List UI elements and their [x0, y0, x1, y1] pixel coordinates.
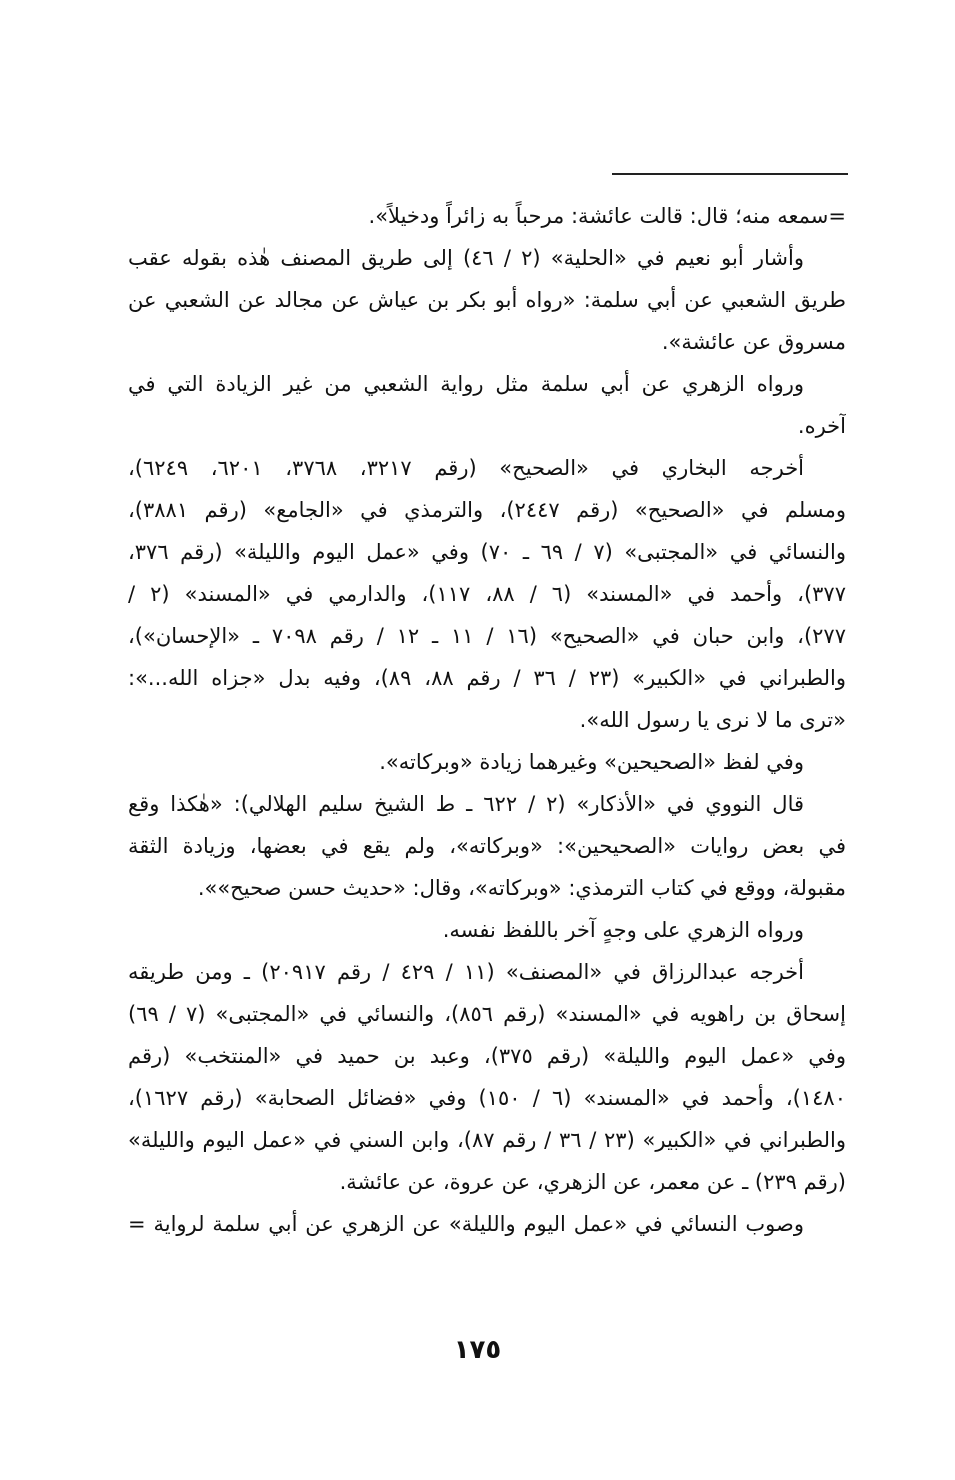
text-line: إسحاق بن راهويه في «المسند» (رقم ٨٥٦)، والنسائي في «المجتبى» (٧ / ٦٩) — [128, 1002, 846, 1026]
text-line: وفي «عمل اليوم والليلة» (رقم ٣٧٥)، وعبد بن حميد في «المنتخب» (رقم — [128, 1044, 846, 1068]
text-line: وأشار أبو نعيم في «الحلية» (٢ / ٤٦) إلى طريق المصنف هٰذه بقوله عقب — [128, 246, 804, 270]
text-line: (رقم ٢٣٩) ـ عن معمر، عن الزهري، عن عروة، عن عائشة. — [339, 1170, 846, 1194]
text-line: أخرجه عبدالرزاق في «المصنف» (١١ / ٤٢٩ / رقم ٢٠٩١٧) ـ ومن طريقه — [128, 960, 804, 984]
text-line: ورواه الزهري عن أبي سلمة مثل رواية الشعبي من غير الزيادة التي في — [128, 372, 804, 396]
footnote-separator — [612, 173, 848, 175]
text-line: طريق الشعبي عن أبي سلمة: «رواه أبو بكر بن عياش عن مجالد عن الشعبي عن — [128, 288, 846, 312]
text-line: ٢٧٧)، وابن حبان في «الصحيح» (١٦ / ١١ ـ ١٢ / رقم ٧٠٩٨ ـ «الإحسان»)، — [128, 624, 846, 648]
page-number: ١٧٥ — [453, 1335, 502, 1365]
text-line: ورواه الزهري على وجهٍ آخر باللفظ نفسه. — [442, 918, 804, 942]
text-line: والطبراني في «الكبير» (٢٣ / ٣٦ / رقم ٨٨، ٨٩)، وفيه بدل «جزاه الله...»: — [128, 666, 846, 690]
text-line: مسروق عن عائشة». — [661, 330, 846, 354]
text-line: وفي لفظ «الصحيحين» وغيرهما زيادة «وبركاته». — [379, 750, 804, 774]
text-line: ١٤٨٠)، وأحمد في «المسند» (٦ / ١٥٠) وفي «فضائل الصحابة» (رقم ١٦٢٧)، — [128, 1086, 846, 1110]
text-line: ومسلم في «الصحيح» (رقم ٢٤٤٧)، والترمذي في «الجامع» (رقم ٣٨٨١)، — [128, 498, 846, 522]
text-line: والطبراني في «الكبير» (٢٣ / ٣٦ / رقم ٨٧)، وابن السني في «عمل اليوم والليلة» — [128, 1128, 846, 1152]
text-line: أخرجه البخاري في «الصحيح» (رقم ٣٢١٧، ٣٧٦٨، ٦٢٠١، ٦٢٤٩)، — [128, 456, 805, 480]
footnote-text — [128, 195, 846, 1245]
text-line: آخره. — [797, 414, 846, 438]
text-line: قال النووي في «الأذكار» (٢ / ٦٢٢ ـ ط الشيخ سليم الهلالي): «هٰكذا وقع — [128, 792, 805, 816]
text-line: =سمعه منه؛ قال: قالت عائشة: مرحباً به زائراً ودخيلاً». — [368, 204, 846, 228]
text-line: والنسائي في «المجتبى» (٧ / ٦٩ ـ ٧٠) وفي «عمل اليوم والليلة» (رقم ٣٧٦، — [128, 540, 846, 564]
text-line: ٣٧٧)، وأحمد في «المسند» (٦ / ٨٨، ١١٧)، والدارمي في «المسند» (٢ / — [128, 582, 846, 606]
text-line: وصوب النسائي في «عمل اليوم والليلة» عن الزهري عن أبي سلمة لرواية = — [128, 1212, 804, 1236]
text-line: مقبولة، ووقع في كتاب الترمذي: «وبركاته»، وقال: «حديث حسن صحيح»». — [197, 876, 846, 900]
text-line: «ترى ما لا نرى يا رسول الله». — [579, 708, 846, 732]
text-line: في بعض روايات «الصحيحين»: «وبركاته»، ولم يقع في بعضها، وزيادة الثقة — [128, 834, 846, 858]
